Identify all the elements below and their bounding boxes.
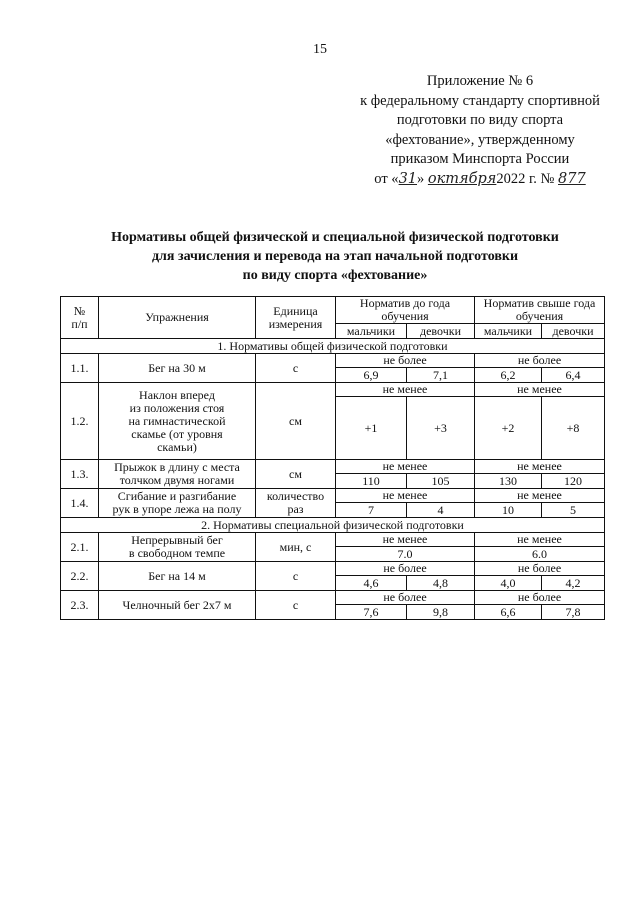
- row-value: +3: [407, 397, 475, 460]
- section-title: 2. Нормативы специальной физической подготовки: [61, 518, 605, 533]
- row-value: +1: [336, 397, 407, 460]
- row-unit: с: [256, 591, 336, 620]
- row-value: 4,0: [475, 576, 542, 591]
- row-condition: не менее: [475, 533, 605, 547]
- section-row: [61, 339, 605, 354]
- row-exercise: Сгибание и разгибание рук в упоре лежа на полу: [99, 489, 256, 518]
- row-value: 4: [407, 503, 475, 518]
- row-unit: см: [256, 383, 336, 460]
- row-value: 7,8: [542, 605, 605, 620]
- table-row: [61, 591, 605, 605]
- row-unit: с: [256, 354, 336, 383]
- row-num: 1.3.: [61, 460, 99, 489]
- appendix-line: подготовки по виду спорта: [396, 112, 564, 128]
- date-prefix: от «: [374, 170, 399, 187]
- row-condition: не более: [336, 354, 475, 368]
- row-value: 6,9: [336, 368, 407, 383]
- row-unit: количество раз: [256, 489, 336, 518]
- row-condition: не более: [336, 562, 475, 576]
- header-unit: Единица измерения: [256, 297, 336, 339]
- appendix-line: «фехтование», утвержденному: [385, 131, 575, 148]
- row-unit: см: [256, 460, 336, 489]
- norms-table: [60, 296, 605, 620]
- appendix-line: Приложение № 6: [426, 73, 534, 89]
- table-row: [61, 562, 605, 576]
- title-line: Нормативы общей физической и специальной физической подготовки: [111, 230, 559, 245]
- row-condition: не менее: [475, 460, 605, 474]
- row-value: 6,2: [475, 368, 542, 383]
- page-number: 15: [313, 42, 327, 57]
- row-condition: не менее: [336, 489, 475, 503]
- row-value: 130: [475, 474, 542, 489]
- row-condition: не более: [475, 354, 605, 368]
- row-value: 7,6: [336, 605, 407, 620]
- row-exercise: Непрерывный бег в свободном темпе: [99, 533, 256, 562]
- header-exercise: Упражнения: [99, 297, 256, 339]
- header-row: [61, 297, 605, 324]
- row-num: 2.2.: [61, 562, 99, 591]
- row-num: 2.3.: [61, 591, 99, 620]
- table-row: [61, 383, 605, 397]
- row-value: 6.0: [475, 547, 605, 562]
- appendix-block: [330, 72, 630, 189]
- row-value: 6,4: [542, 368, 605, 383]
- row-condition: не менее: [336, 460, 475, 474]
- appendix-date-line: [330, 170, 630, 190]
- row-value: +8: [542, 397, 605, 460]
- row-unit: с: [256, 562, 336, 591]
- order-number: 877: [558, 170, 586, 187]
- header-boys: мальчики: [475, 324, 542, 339]
- table-row: [61, 460, 605, 474]
- row-condition: не менее: [336, 533, 475, 547]
- row-condition: не более: [475, 562, 605, 576]
- header-boys: мальчики: [336, 324, 407, 339]
- row-num: 1.2.: [61, 383, 99, 460]
- row-num: 2.1.: [61, 533, 99, 562]
- row-value: 4,2: [542, 576, 605, 591]
- date-mid: »: [417, 170, 428, 187]
- row-value: 7,1: [407, 368, 475, 383]
- row-exercise: Прыжок в длину с места толчком двумя ногами: [99, 460, 256, 489]
- header-num: № п/п: [61, 297, 99, 339]
- row-value: 4,8: [407, 576, 475, 591]
- header-norm-before: Норматив до года обучения: [336, 297, 475, 324]
- row-value: 120: [542, 474, 605, 489]
- row-value: 6,6: [475, 605, 542, 620]
- row-value: 105: [407, 474, 475, 489]
- row-condition: не менее: [475, 489, 605, 503]
- date-day: 31: [398, 170, 418, 187]
- appendix-line: приказом Минспорта России: [390, 151, 570, 167]
- row-condition: не менее: [475, 383, 605, 397]
- date-month: октября: [427, 170, 497, 187]
- row-exercise: Бег на 30 м: [99, 354, 256, 383]
- header-girls: девочки: [542, 324, 605, 339]
- section-row: [61, 518, 605, 533]
- header-girls: девочки: [407, 324, 475, 339]
- table-row: [61, 533, 605, 547]
- row-unit: мин, с: [256, 533, 336, 562]
- document-title: [40, 228, 630, 285]
- title-line: для зачисления и перевода на этап начальной подготовки: [151, 249, 519, 264]
- row-value: 7.0: [336, 547, 475, 562]
- header-norm-after: Норматив свыше года обучения: [475, 297, 605, 324]
- date-year: 2022 г. №: [496, 170, 559, 187]
- row-value: 4,6: [336, 576, 407, 591]
- row-condition: не более: [336, 591, 475, 605]
- title-line: по виду спорта «фехтование»: [242, 268, 428, 283]
- table-row: [61, 354, 605, 368]
- row-condition: не менее: [336, 383, 475, 397]
- row-condition: не более: [475, 591, 605, 605]
- section-title: 1. Нормативы общей физической подготовки: [61, 339, 605, 354]
- appendix-line: к федеральному стандарту спортивной: [360, 92, 600, 109]
- row-value: 7: [336, 503, 407, 518]
- row-num: 1.1.: [61, 354, 99, 383]
- row-value: 9,8: [407, 605, 475, 620]
- row-exercise: Челночный бег 2х7 м: [99, 591, 256, 620]
- row-value: +2: [475, 397, 542, 460]
- row-value: 110: [336, 474, 407, 489]
- table-row: [61, 489, 605, 503]
- row-exercise: Бег на 14 м: [99, 562, 256, 591]
- row-value: 10: [475, 503, 542, 518]
- row-value: 5: [542, 503, 605, 518]
- row-num: 1.4.: [61, 489, 99, 518]
- row-exercise: Наклон вперед из положения стоя на гимнастической скамье (от уровня скамьи): [99, 383, 256, 460]
